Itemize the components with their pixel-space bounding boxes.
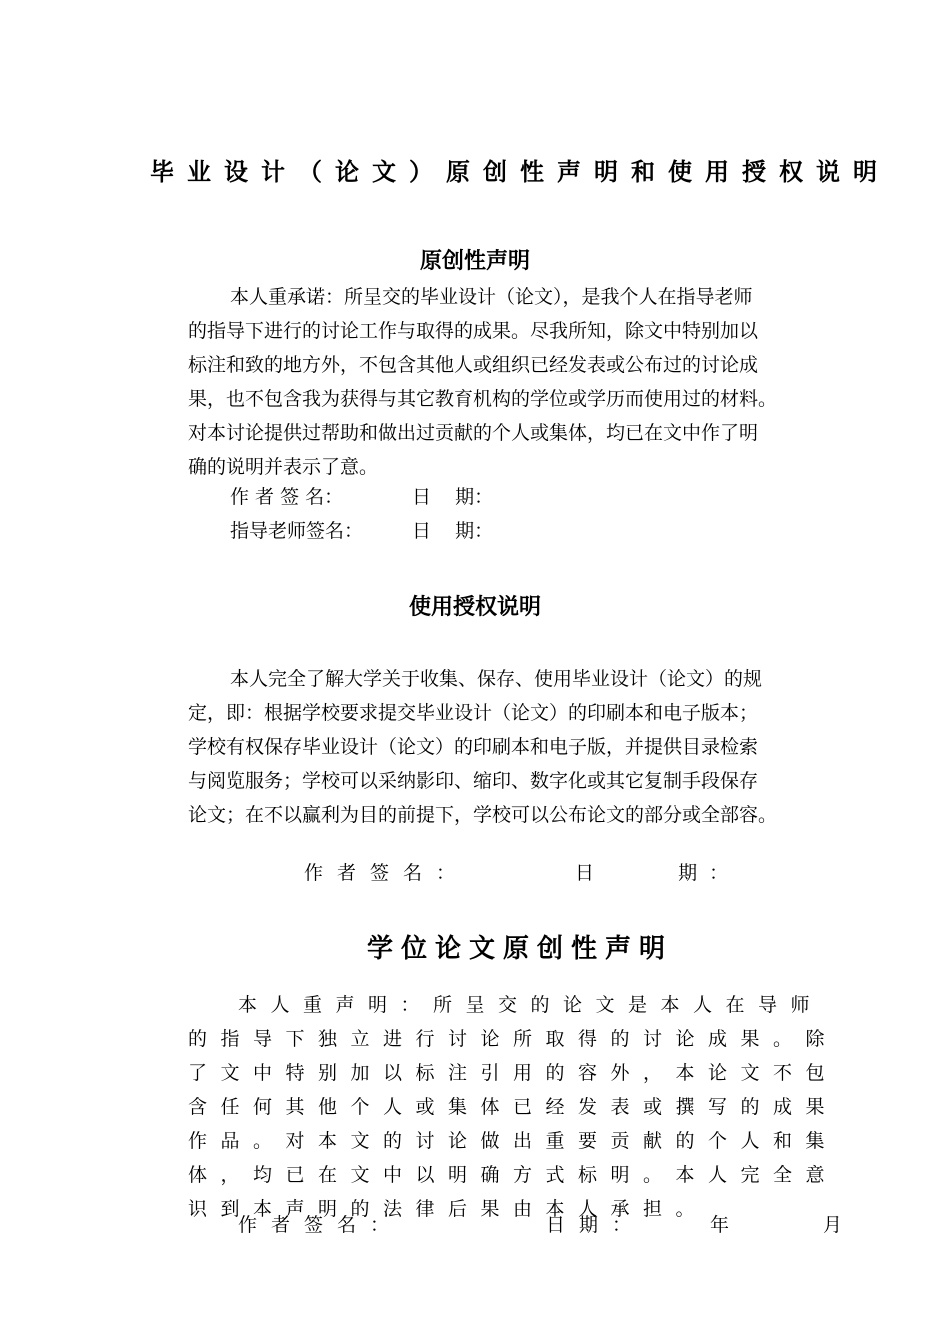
thesis-author-signature-label: 作者签名： — [238, 1214, 404, 1236]
paragraph-line: 对本讨论提供过帮助和做出过贡献的个人或集体，均已在文中作了明 — [188, 422, 759, 444]
paragraph-line: 本人重承诺：所呈交的毕业设计（论文），是我个人在指导老师 — [230, 286, 753, 308]
advisor-signature-label: 指导老师签名： — [230, 520, 364, 542]
paragraph-line: 与阅览服务；学校可以采纳影印、缩印、数字化或其它复制手段保存 — [188, 770, 759, 792]
authorization-paragraph — [188, 662, 878, 832]
paragraph-line: 本人完全了解大学关于收集、保存、使用毕业设计（论文）的规 — [230, 668, 763, 690]
authorization-date-label: 日 期： — [575, 862, 741, 884]
thesis-year-label: 年 — [710, 1214, 730, 1236]
thesis-paragraph — [188, 988, 868, 1226]
authorization-section-title: 使用授权说明 — [408, 595, 541, 620]
paragraph-line: 含任何其他个人或集体已经发表或撰写的成果 — [188, 1096, 839, 1118]
author-date-label: 日 期： — [412, 486, 494, 508]
paragraph-line: 识到本声明的法律后果由本人承担。 — [188, 1198, 709, 1220]
paragraph-line: 的指导下独立进行讨论所取得的讨论成果。除 — [188, 1028, 839, 1050]
document-title: 毕业设计（论文）原创性声明和使用授权说明 — [150, 158, 890, 186]
thesis-month-label: 月 — [823, 1214, 843, 1236]
advisor-date-label: 日 期： — [412, 520, 494, 542]
paragraph-line: 学校有权保存毕业设计（论文）的印刷本和电子版，并提供目录检索 — [188, 736, 759, 758]
paragraph-line: 的指导下进行的讨论工作与取得的成果。尽我所知，除文中特别加以 — [188, 320, 759, 342]
paragraph-line: 本人重声明：所呈交的论文是本人在导师 — [238, 994, 824, 1016]
paragraph-line: 作品。对本文的讨论做出重要贡献的个人和集 — [188, 1130, 839, 1152]
originality-paragraph — [188, 280, 878, 484]
paragraph-line: 定，即：根据学校要求提交毕业设计（论文）的印刷本和电子版本； — [188, 702, 759, 724]
author-signature-label: 作 者 签 名： — [230, 486, 344, 508]
authorization-author-signature-label: 作者签名： — [304, 862, 470, 884]
paragraph-line: 了文中特别加以标注引用的容外，本论文不包 — [188, 1062, 839, 1084]
originality-section-title: 原创性声明 — [419, 249, 530, 274]
paragraph-line: 果，也不包含我为获得与其它教育机构的学位或学历而使用过的材料。 — [188, 388, 778, 410]
paragraph-line: 确的说明并表示了意。 — [188, 456, 379, 478]
thesis-section-title: 学位论文原创性声明 — [366, 934, 673, 964]
paragraph-line: 论文；在不以赢利为目的前提下，学校可以公布论文的部分或全部容。 — [188, 804, 778, 826]
paragraph-line: 标注和致的地方外，不包含其他人或组织已经发表或公布过的讨论成 — [188, 354, 759, 376]
thesis-date-label: 日期： — [546, 1214, 646, 1236]
paragraph-line: 体，均已在文中以明确方式标明。本人完全意 — [188, 1164, 839, 1186]
